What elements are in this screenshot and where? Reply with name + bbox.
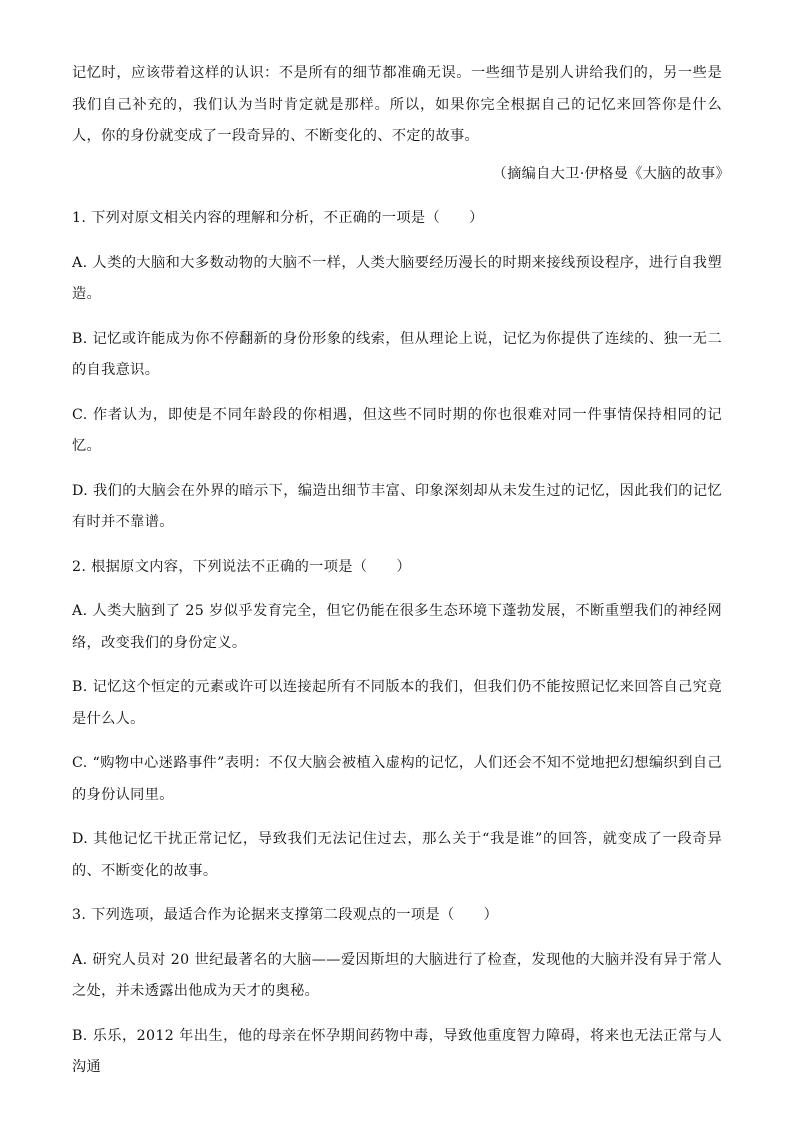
document-page: [72, 58, 730, 1097]
q1-option-a: A. 人类的大脑和大多数动物的大脑不一样，人类大脑要经历漫长的时期来接线预设程序，进行自我塑造。: [72, 254, 722, 302]
intro-paragraph: 记忆时，应该带着这样的认识：不是所有的细节都准确无误。一些细节是别人讲给我们的，另一些是我们自己补充的，我们认为当时肯定就是那样。所以，如果你完全根据自己的记忆来回答你是什么人，你的身份就变成了一段奇异的、不断变化的、不定的故事。: [72, 65, 722, 144]
q2-option-a: A. 人类大脑到了 25 岁似乎发育完全，但它仍能在很多生态环境下蓬勃发展，不断重塑我们的神经网络，改变我们的身份定义。: [72, 603, 722, 651]
q2-option-c: C. “购物中心迷路事件”表明：不仅大脑会被植入虚构的记忆，人们还会不知不觉地把幻想编织到自己的身份认同里。: [72, 755, 722, 803]
q1-option-d: D. 我们的大脑会在外界的暗示下，编造出细节丰富、印象深刻却从未发生过的记忆，因此我们的记忆有时并不靠谱。: [72, 482, 722, 530]
q2-option-b: B. 记忆这个恒定的元素或许可以连接起所有不同版本的我们，但我们仍不能按照记忆来回答自己究竟是什么人。: [72, 679, 722, 727]
q2-option-d: D. 其他记忆干扰正常记忆，导致我们无法记住过去，那么关于“我是谁”的回答，就变成了一段奇异的、不断变化的故事。: [72, 831, 722, 879]
question-3-stem: 3. 下列选项，最适合作为论据来支撑第二段观点的一项是（ ）: [72, 907, 499, 923]
question-2-stem: 2. 根据原文内容，下列说法不正确的一项是（ ）: [72, 558, 411, 575]
q1-option-c: C. 作者认为，即使是不同年龄段的你相遇，但这些不同时期的你也很难对同一件事情保持相同的记忆。: [72, 406, 722, 454]
q3-option-a: A. 研究人员对 20 世纪最著名的大脑——爱因斯坦的大脑进行了检查，发现他的大脑并没有异于常人之处，并未透露出他成为天才的奥秘。: [72, 951, 722, 999]
q3-option-b: B. 乐乐，2012 年出生，他的母亲在怀孕期间药物中毒，导致他重度智力障碍，将来也无法正常与人沟通: [72, 1027, 722, 1075]
source-citation: （摘编自大卫·伊格曼《大脑的故事》: [492, 165, 730, 182]
question-1-stem: 1. 下列对原文相关内容的理解和分析，不正确的一项是（ ）: [72, 210, 484, 226]
q1-option-b: B. 记忆或许能成为你不停翻新的身份形象的线索，但从理论上说，记忆为你提供了连续的、独一无二的自我意识。: [72, 330, 722, 378]
